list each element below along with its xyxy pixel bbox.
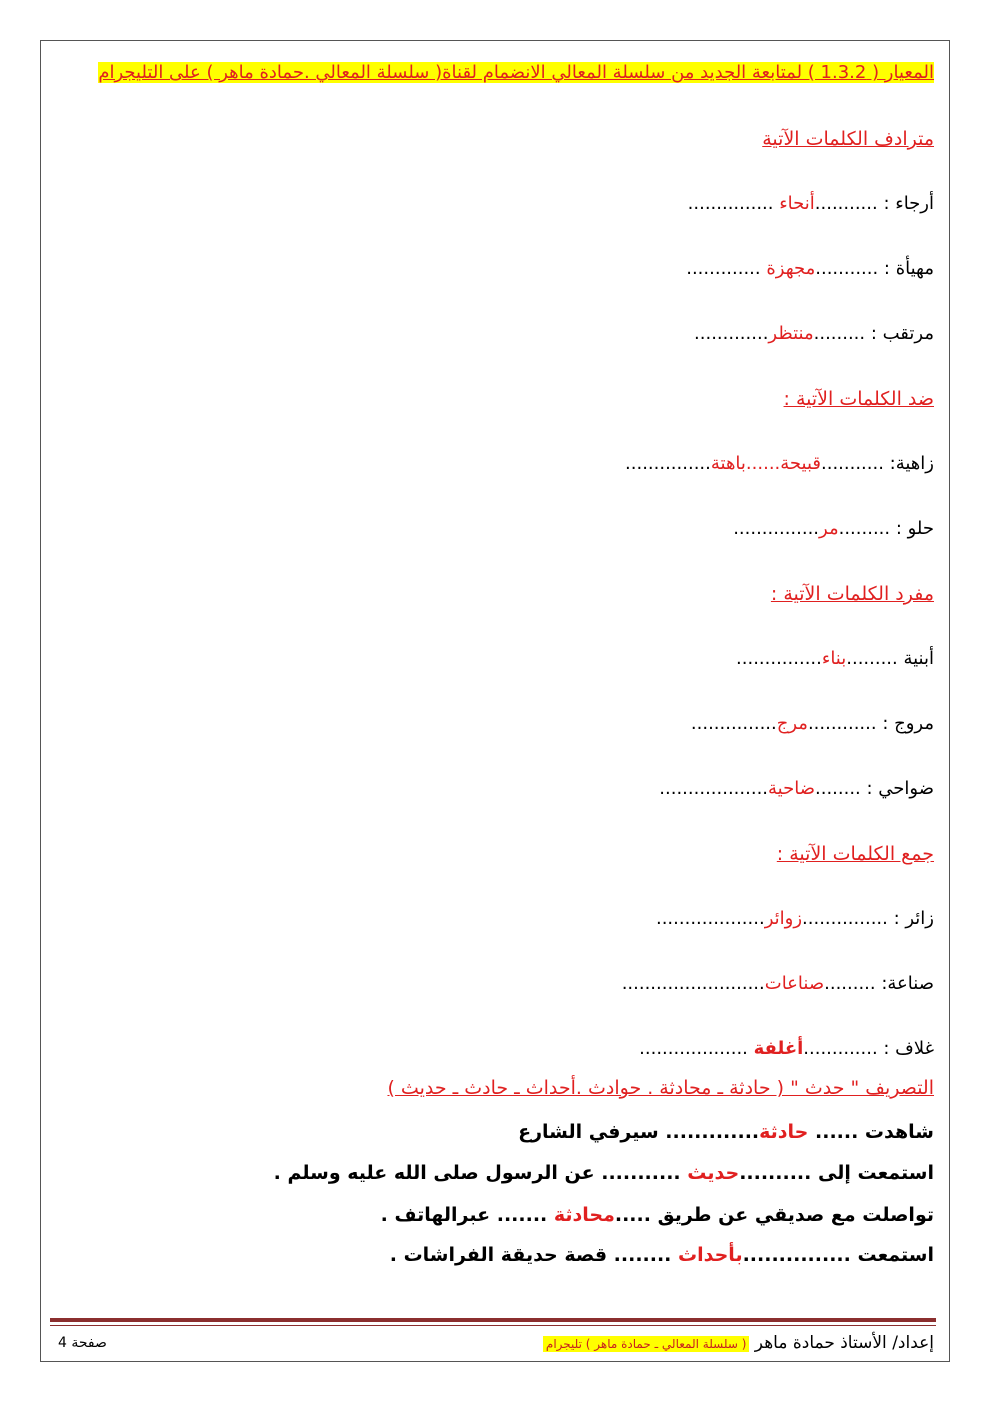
antonyms-title: ضد الكلمات الآتية : (783, 388, 934, 410)
conjugation-answer: محادثة (553, 1204, 615, 1226)
footer-rule-thick (50, 1318, 936, 1322)
plural-row: غلاف : .............أغلفة ................... (639, 1038, 934, 1059)
plural-answer: أغلفة (753, 1038, 804, 1059)
synonym-row: مهيأة : ...........مجهزة ............. (686, 258, 934, 279)
author-text: إعداد/ الأستاذ حمادة ماهر (749, 1333, 934, 1353)
singular-answer: ضاحية (768, 778, 815, 799)
conjugation-answer: حديث (687, 1162, 740, 1184)
conjugation-title: التصريف " حدث " ( حادثة ـ محادثة . حوادث .أحداث ـ حادث ـ حديث ) (387, 1077, 934, 1099)
antonym-row: زاهية: ...........قبيحة......باهتة............... (625, 453, 934, 474)
synonym-row: أرجاء : ...........أنحاء ............... (687, 193, 934, 214)
singular-row: ضواحي : ........ضاحية................... (659, 778, 934, 799)
singular-row: أبنية .........بناء............... (736, 648, 934, 669)
plurals-title: جمع الكلمات الآتية : (776, 843, 934, 865)
plural-answer: زوائر (764, 908, 803, 929)
singular-row: مروج : ............مرج............... (690, 713, 934, 734)
singulars-title: مفرد الكلمات الآتية : (770, 583, 934, 605)
conjugation-answer: بأحداث (678, 1244, 743, 1266)
conjugation-sentence: استمعت ...............بأحداث ........ قصة حديقة الفراشات . (389, 1244, 934, 1266)
singular-answer: مرج (776, 713, 808, 734)
antonym-answer: قبيحة......باهتة (710, 453, 821, 474)
criterion-text: المعيار ( 1.3.2 ) لمتابعة الجديد من سلسلة المعالي الانضمام لقناة( سلسلة المعالي .حمادة ماهر ) على التليجرام (98, 62, 934, 83)
antonym-row: حلو : .........مر............... (733, 518, 934, 539)
synonym-row: مرتقب : .........منتظر............. (694, 323, 934, 344)
conjugation-sentence: شاهدت ...... حادثة............. سيرفي الشارع (518, 1121, 934, 1143)
plural-row: صناعة: .........صناعات......................... (621, 973, 934, 994)
criterion-header (98, 62, 934, 83)
antonym-answer: مر (819, 518, 839, 539)
channel-tag: ( سلسلة المعالي ـ حمادة ماهر ) تليجرام (543, 1336, 750, 1352)
footer-rule-thin (50, 1325, 936, 1326)
synonym-answer: مجهزة (766, 258, 816, 279)
singular-answer: بناء (821, 648, 847, 669)
plural-row: زائر : ...............زوائر................... (655, 908, 934, 929)
synonym-answer: منتظر (768, 323, 814, 344)
synonym-answer: أنحاء (779, 193, 815, 214)
conjugation-answer: حادثة (759, 1121, 809, 1143)
footer-author (543, 1333, 934, 1353)
plural-answer: صناعات (764, 973, 825, 994)
page-number: صفحة 4 (58, 1335, 107, 1351)
conjugation-sentence: تواصلت مع صديقي عن طريق .....محادثة ....... عبرالهاتف . (380, 1204, 934, 1226)
synonyms-title: مترادف الكلمات الآتية (762, 128, 934, 150)
conjugation-sentence: استمعت إلى ..........حديث ........... عن الرسول صلى الله عليه وسلم . (273, 1162, 934, 1184)
